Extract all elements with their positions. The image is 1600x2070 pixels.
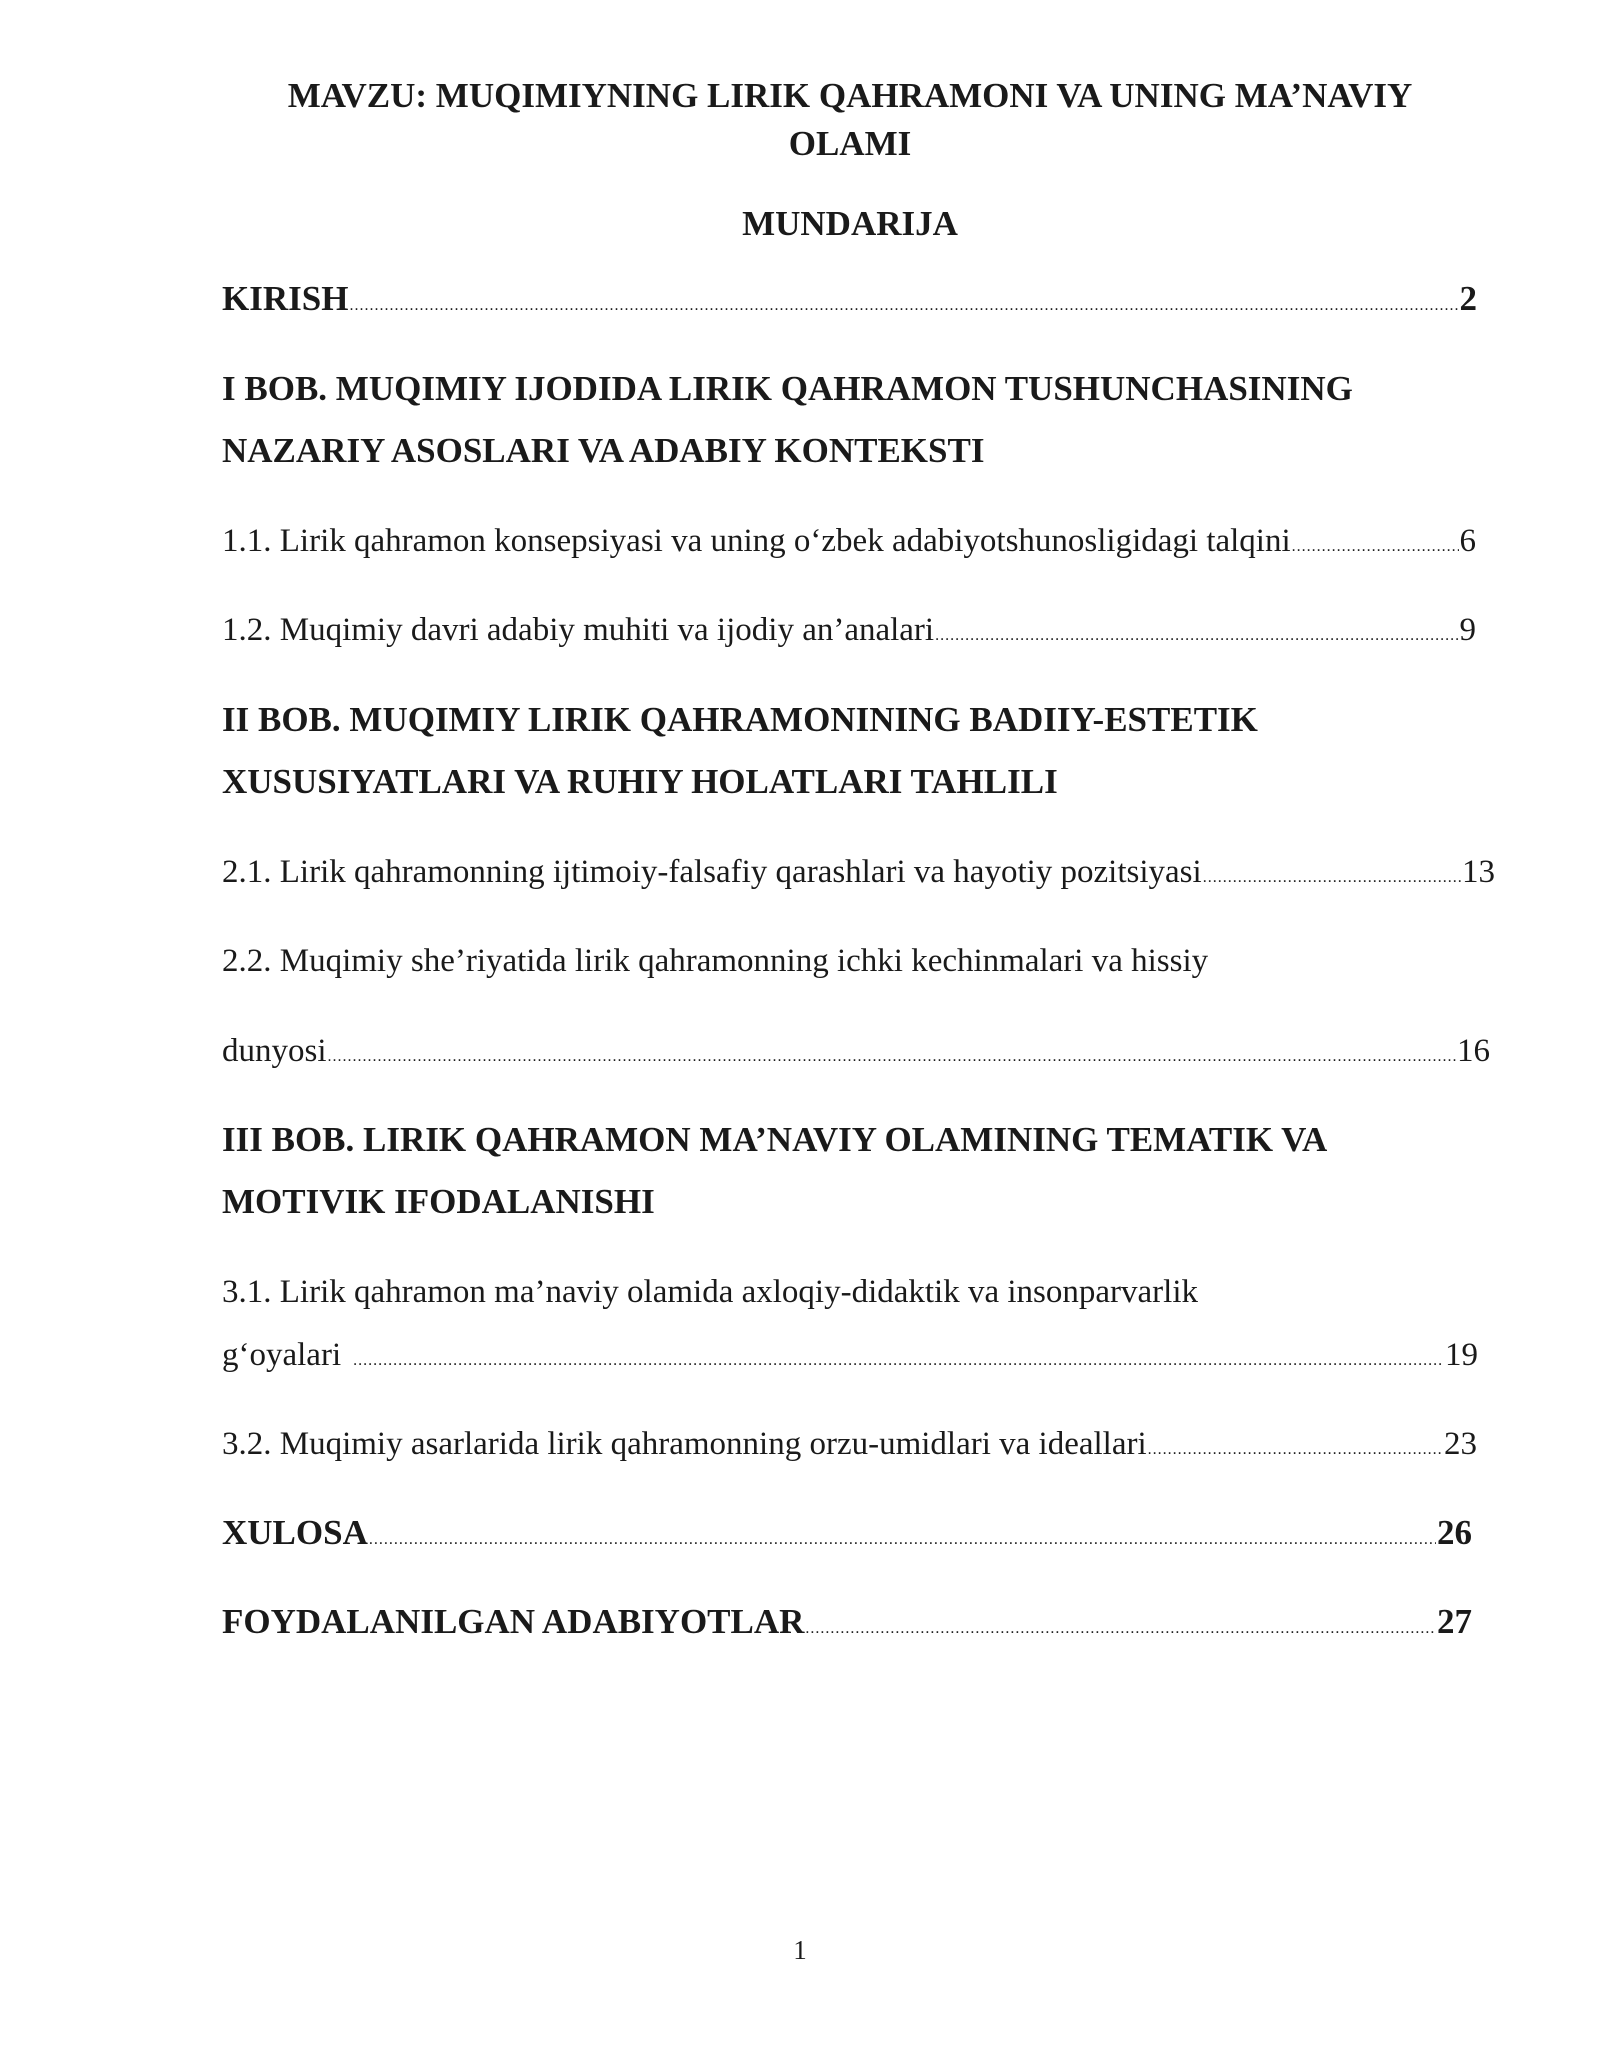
toc-leader-dots bbox=[349, 283, 1458, 329]
toc-entry-kirish bbox=[222, 276, 1477, 329]
toc-heading: MUNDARIJA bbox=[742, 204, 958, 243]
document-title-line-2: OLAMI bbox=[788, 124, 912, 163]
toc-chapter-line-2: NAZARIY ASOSLARI VA ADABIY KONTEKSTI bbox=[222, 431, 985, 470]
toc-label: XULOSA bbox=[222, 1513, 368, 1552]
toc-page-number: 9 bbox=[1459, 612, 1476, 648]
toc-leader-dots bbox=[353, 1338, 1444, 1384]
toc-page-number: 16 bbox=[1457, 1033, 1490, 1069]
toc-chapter-line-2: XUSUSIYATLARI VA RUHIY HOLATLARI TAHLILI bbox=[222, 762, 1058, 801]
toc-entry-3-2 bbox=[222, 1421, 1477, 1473]
toc-label: 3.2. Muqimiy asarlarida lirik qahramonning orzu-umidlari va ideallari bbox=[222, 1426, 1147, 1462]
toc-page-number: 26 bbox=[1437, 1513, 1472, 1552]
toc-page-number: 6 bbox=[1459, 523, 1476, 559]
toc-entry-1-1 bbox=[222, 518, 1476, 570]
toc-leader-dots bbox=[935, 613, 1458, 659]
toc-chapter-2 bbox=[222, 697, 1258, 805]
toc-label-line-1: 2.2. Muqimiy she’riyatida lirik qahramonning ichki kechinmalari va hissiy bbox=[222, 943, 1209, 979]
toc-leader-dots bbox=[369, 1517, 1436, 1563]
toc-page-number: 23 bbox=[1444, 1426, 1477, 1462]
toc-label: 1.1. Lirik qahramon konsepsiyasi va uning o‘zbek adabiyotshunosligidagi talqini bbox=[222, 523, 1291, 559]
toc-entry-3-1-line-1 bbox=[222, 1269, 1198, 1315]
toc-entry-adabiyotlar bbox=[222, 1599, 1472, 1652]
toc-leader-dots bbox=[805, 1606, 1436, 1652]
page-number: 1 bbox=[793, 1935, 807, 1965]
toc-label: KIRISH bbox=[222, 279, 349, 318]
toc-chapter-line-2: MOTIVIK IFODALANISHI bbox=[222, 1182, 655, 1221]
document-title bbox=[250, 72, 1450, 168]
toc-entry-1-2 bbox=[222, 607, 1476, 659]
toc-entry-2-2 bbox=[222, 1028, 1490, 1080]
toc-label: 2.1. Lirik qahramonning ijtimoiy-falsafiy qarashlari va hayotiy pozitsiyasi bbox=[222, 854, 1202, 890]
toc-page-number: 13 bbox=[1462, 854, 1495, 890]
toc-chapter-line-1: I BOB. MUQIMIY IJODIDA LIRIK QAHRAMON TUSHUNCHASINING bbox=[222, 369, 1353, 408]
toc-label: g‘oyalari bbox=[222, 1337, 342, 1373]
toc-entry-2-1 bbox=[222, 849, 1495, 901]
toc-chapter-line-1: II BOB. MUQIMIY LIRIK QAHRAMONINING BADIIY-ESTETIK bbox=[222, 700, 1258, 739]
document-title-line-1: MAVZU: MUQIMIYNING LIRIK QAHRAMONI VA UNING MA’NAVIY bbox=[287, 76, 1413, 115]
toc-leader-dots bbox=[1203, 855, 1461, 901]
toc-page-number: 19 bbox=[1445, 1337, 1478, 1373]
toc-label: FOYDALANILGAN ADABIYOTLAR bbox=[222, 1602, 805, 1641]
toc-label: 1.2. Muqimiy davri adabiy muhiti va ijodiy an’analari bbox=[222, 612, 935, 648]
toc-page-number: 2 bbox=[1459, 279, 1477, 318]
toc-page-number: 27 bbox=[1437, 1602, 1472, 1641]
toc-chapter-line-1: III BOB. LIRIK QAHRAMON MA’NAVIY OLAMINING TEMATIK VA bbox=[222, 1120, 1328, 1159]
toc-label: dunyosi bbox=[222, 1033, 327, 1069]
toc-chapter-1 bbox=[222, 366, 1353, 474]
toc-leader-dots bbox=[328, 1034, 1456, 1080]
toc-entry-3-1 bbox=[222, 1332, 1478, 1384]
toc-entry-2-2-line-1 bbox=[222, 938, 1208, 984]
toc-leader-dots bbox=[1292, 524, 1459, 570]
toc-chapter-3 bbox=[222, 1117, 1327, 1225]
toc-label-line-1: 3.1. Lirik qahramon ma’naviy olamida axloqiy-didaktik va insonparvarlik bbox=[222, 1274, 1198, 1310]
toc-leader-dots bbox=[1148, 1427, 1443, 1473]
toc-entry-xulosa bbox=[222, 1510, 1472, 1563]
